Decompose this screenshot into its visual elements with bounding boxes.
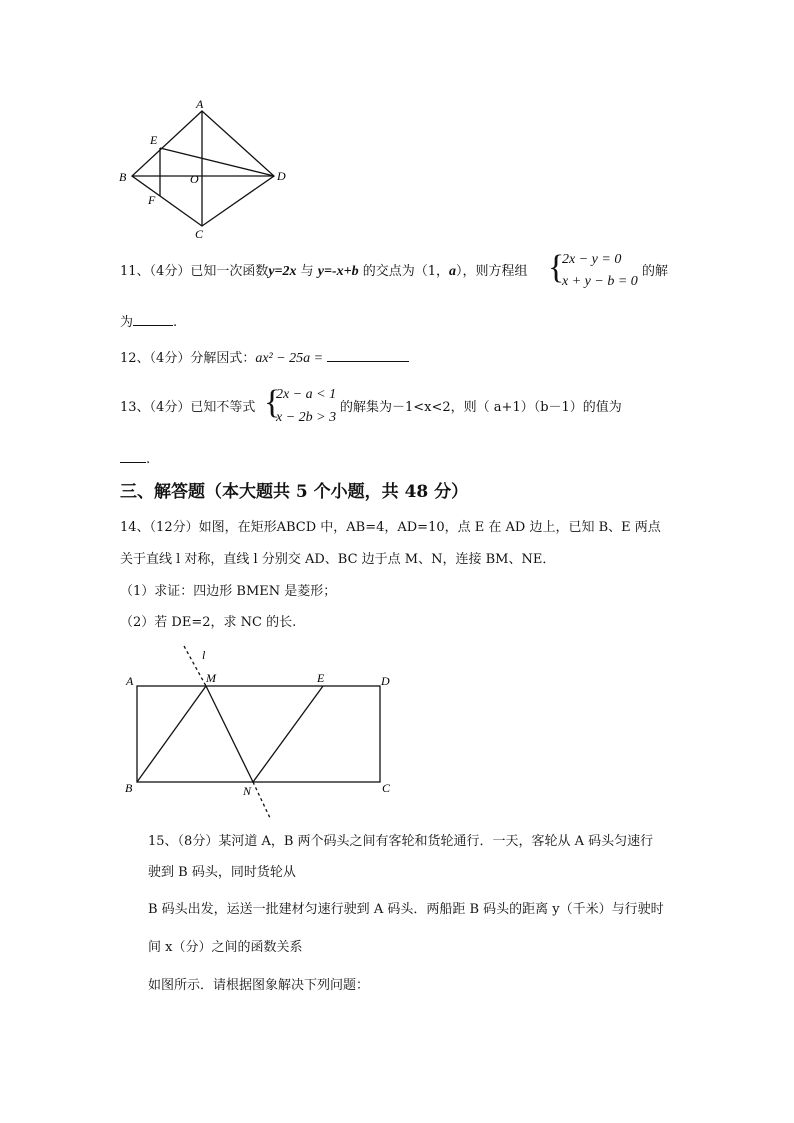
q15-line5: 如图所示．请根据图象解决下列问题： [148,978,370,993]
label-F: F [148,193,156,207]
question-13-rest: 的解集为－1<x<2，则（ a+1）（b－1）的值为 [340,400,622,415]
inequality-1: 2x − a < 1 [276,387,337,402]
q15-line1: 15、（8分）某河道 A，B 两个码头之间有客轮和货轮通行．一天，客轮从 A 码头匀速行 [148,834,654,849]
line-l-lower [253,782,270,818]
q15-line3: B 码头出发，运送一批建材匀速行驶到 A 码头．两船距 B 码头的距离 y（千米）与行驶时 [148,902,664,917]
function-2: y=-x+b [317,264,359,279]
label-C: C [195,227,204,241]
label-A: A [196,97,204,111]
answer-blank-13[interactable] [120,450,146,463]
q14-line1: 14、（12分）如图，在矩形ABCD 中，AB=4，AD=10，点 E 在 AD 边上，已知 B、E 两点 [120,520,661,535]
label-D: D [381,674,390,688]
q15-line4: 间 x（分）之间的函数关系 [148,940,303,955]
system-brace: { [548,249,565,286]
label-O: O [190,172,199,186]
segment-bm [137,686,206,782]
segment-ne [253,686,323,782]
label-N: N [243,784,252,798]
rectangle-outline [137,686,380,782]
section-title: 三、解答题（本大题共 5 个小题，共 48 分） [120,482,469,502]
label-M: M [206,671,216,685]
label-B: B [119,170,127,184]
q11-line2: 为 . [120,315,178,330]
label-l: l [202,648,206,662]
q15-line2: 驶到 B 码头，同时货轮从 [148,865,296,880]
label-A: A [126,674,134,688]
label-E: E [317,671,325,685]
q11-suffix: 的解 [642,264,669,279]
answer-blank-11[interactable] [133,313,173,326]
inequality-brace: { [264,384,281,421]
figure-rhombus [112,96,302,242]
system-eq1: 2x − y = 0 [562,252,622,267]
figure-rectangle [118,642,408,824]
label-E: E [150,133,158,147]
function-1: y=2x [268,264,297,279]
segment-mn [206,686,253,782]
rhombus-outline [132,111,274,226]
label-C: C [382,781,391,795]
inequality-2: x − 2b > 3 [276,410,337,425]
q14-line2: 关于直线 l 对称，直线 l 分别交 AD、BC 边于点 M、N，连接 BM、NE． [120,552,556,567]
segment-ed [160,148,274,176]
question-11: 11、（4分）已知一次函数y=2x 与 y=-x+b 的交点为（1，a），则方程组 [120,264,528,279]
question-13-prefix: 13、（4分）已知不等式 [120,400,256,415]
answer-blank-12[interactable] [327,349,409,362]
label-D: D [277,169,286,183]
q14-part2: （2）若 DE=2，求 NC 的长. [120,615,297,630]
label-B: B [125,781,133,795]
question-12: 12、（4分）分解因式：ax² − 25a = [120,349,409,367]
q13-answer: . [120,450,150,468]
q14-part1: （1）求证：四边形 BMEN 是菱形； [120,584,337,599]
factor-expression: ax² − 25a = [255,351,324,366]
system-eq2: x + y − b = 0 [562,274,638,289]
